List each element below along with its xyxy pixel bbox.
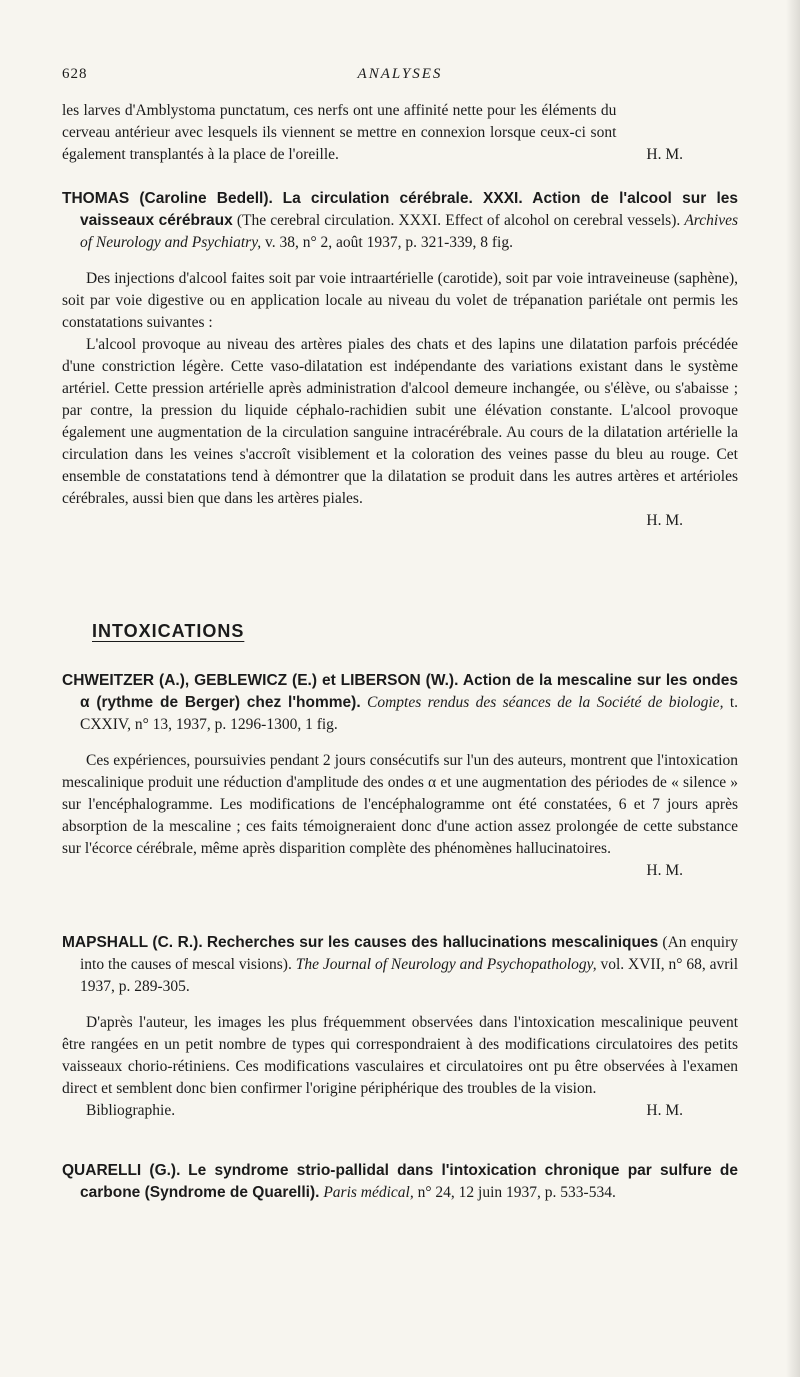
reference <box>62 670 738 736</box>
reviewer-initials: H. M. <box>646 512 683 529</box>
reference-authors: THOMAS (Caroline Bedell). <box>62 190 273 207</box>
page-header <box>62 66 738 88</box>
reviewer-initials: H. M. <box>646 146 683 163</box>
continuation-text: les larves d'Amblystoma punctatum, ces nerfs ont une affinité nette pour les éléments du cerveau antérieur avec lesquels ils viennent se mettre en connexion lorsque ceux-ci sont également transplantés à la place de l'oreille. <box>62 102 617 163</box>
reference-journal: Paris médical, <box>323 1184 414 1201</box>
continuation-paragraph <box>62 100 738 166</box>
reference-citation: vol. XVII, n° 68, avril 1937, p. 289-305. <box>80 956 739 995</box>
reference-title: Le syndrome strio-pallidal dans l'intoxication chronique par sulfure de carbone (Syndrome de Quarelli). <box>80 1162 738 1201</box>
reference-citation: v. 38, n° 2, août 1937, p. 321-339, 8 fig. <box>264 234 513 251</box>
reference-journal: Archives of Neurology and Psychiatry, <box>80 212 738 251</box>
reference-authors: CHWEITZER (A.), GEBLEWICZ (E.) et LIBERSON (W.). <box>62 672 459 689</box>
reference-citation: n° 24, 12 juin 1937, p. 533-534. <box>417 1184 616 1201</box>
reference-title: Action de la mescaline sur les ondes α (rythme de Berger) chez l'homme). <box>80 672 738 711</box>
abstract-paragraph: D'après l'auteur, les images les plus fréquemment observées dans l'intoxication mescalinique peuvent être rangées en un petit nombre de types qui correspondraient à des modifications circulatoires des petits vaisseaux chorio-rétiniens. Ces modifications vasculaires et circulatoires ont pu être observées à l'examen direct et semblent donc bien confirmer l'origine périphérique des troubles de la vision. <box>62 1014 738 1097</box>
running-title: ANALYSES <box>357 66 443 82</box>
reference-title: La circulation cérébrale. XXXI. Action de l'alcool sur les vaisseaux cérébraux <box>80 190 739 229</box>
reference <box>62 188 738 254</box>
page-number: 628 <box>62 66 88 82</box>
entry-marshall <box>62 932 738 1122</box>
entry-thomas <box>62 188 738 532</box>
reference-citation: t. CXXIV, n° 13, 1937, p. 1296-1300, 1 fig. <box>80 694 739 733</box>
entry-quarelli <box>62 1160 738 1204</box>
page-edge-shadow <box>786 0 800 1377</box>
reference-journal: The Journal of Neurology and Psychopathology, <box>295 956 597 973</box>
reference-authors: MAPSHALL (C. R.). <box>62 934 203 951</box>
reference <box>62 1160 738 1204</box>
reference <box>62 932 738 998</box>
reference-title-english: (An enquiry into the causes of mescal visions). <box>80 934 739 973</box>
abstract-paragraph: Des injections d'alcool faites soit par voie intraartérielle (carotide), soit par voie intraveineuse (saphène), soit par voie digestive ou en application locale au niveau du volet de trépanation pariétale ont permis les constatations suivantes : <box>62 270 738 331</box>
reference-title-english: (The cerebral circulation. XXXI. Effect of alcohol on cerebral vessels). <box>236 212 681 229</box>
reviewer-initials: H. M. <box>646 862 683 879</box>
entry-chweitzer <box>62 670 738 882</box>
section-heading: INTOXICATIONS <box>92 621 245 641</box>
abstract-paragraph: Ces expériences, poursuivies pendant 2 jours consécutifs sur l'un des auteurs, montrent que l'intoxication mescalinique produit une réduction d'amplitude des ondes α et une augmentation des périodes de « silence » sur l'encéphalogramme. Les modifications de l'encéphalogramme ont été constatées, 6 et 7 jours après absorption de la mescaline ; ces faits témoigneraient donc d'une action assez prolongée de cette substance sur l'écorce cérébrale, même après disparition complète des phénomènes hallucinatoires. <box>62 752 738 857</box>
reviewer-initials: H. M. <box>646 1102 683 1119</box>
reference-journal: Comptes rendus des séances de la Société de biologie, <box>367 694 724 711</box>
reference-authors: QUARELLI (G.). <box>62 1162 181 1179</box>
reference-title: Recherches sur les causes des hallucinations mescaliniques <box>206 934 659 951</box>
abstract-paragraph: L'alcool provoque au niveau des artères piales des chats et des lapins une dilatation parfois précédée d'une constriction légère. Cette vaso-dilatation est indépendante des variations existant dans le système artériel. Cette pression artérielle après administration d'alcool demeure inchangée, ou s'élève, ou s'abaisse ; par contre, la pression du liquide céphalo-rachidien subit une élévation constante. L'alcool provoque également une augmentation de la circulation sanguine intracérébrale. Au cours de la dilatation artérielle la circulation dans les veines s'accroît visiblement et la coloration des veines passe du bleu au rouge. Cet ensemble de constatations tend à démontrer que la dilatation se produit dans les autres artères et artérioles cérébrales, aussi bien que dans les artères piales. <box>62 336 738 507</box>
bibliography-note: Bibliographie. <box>86 1102 176 1119</box>
